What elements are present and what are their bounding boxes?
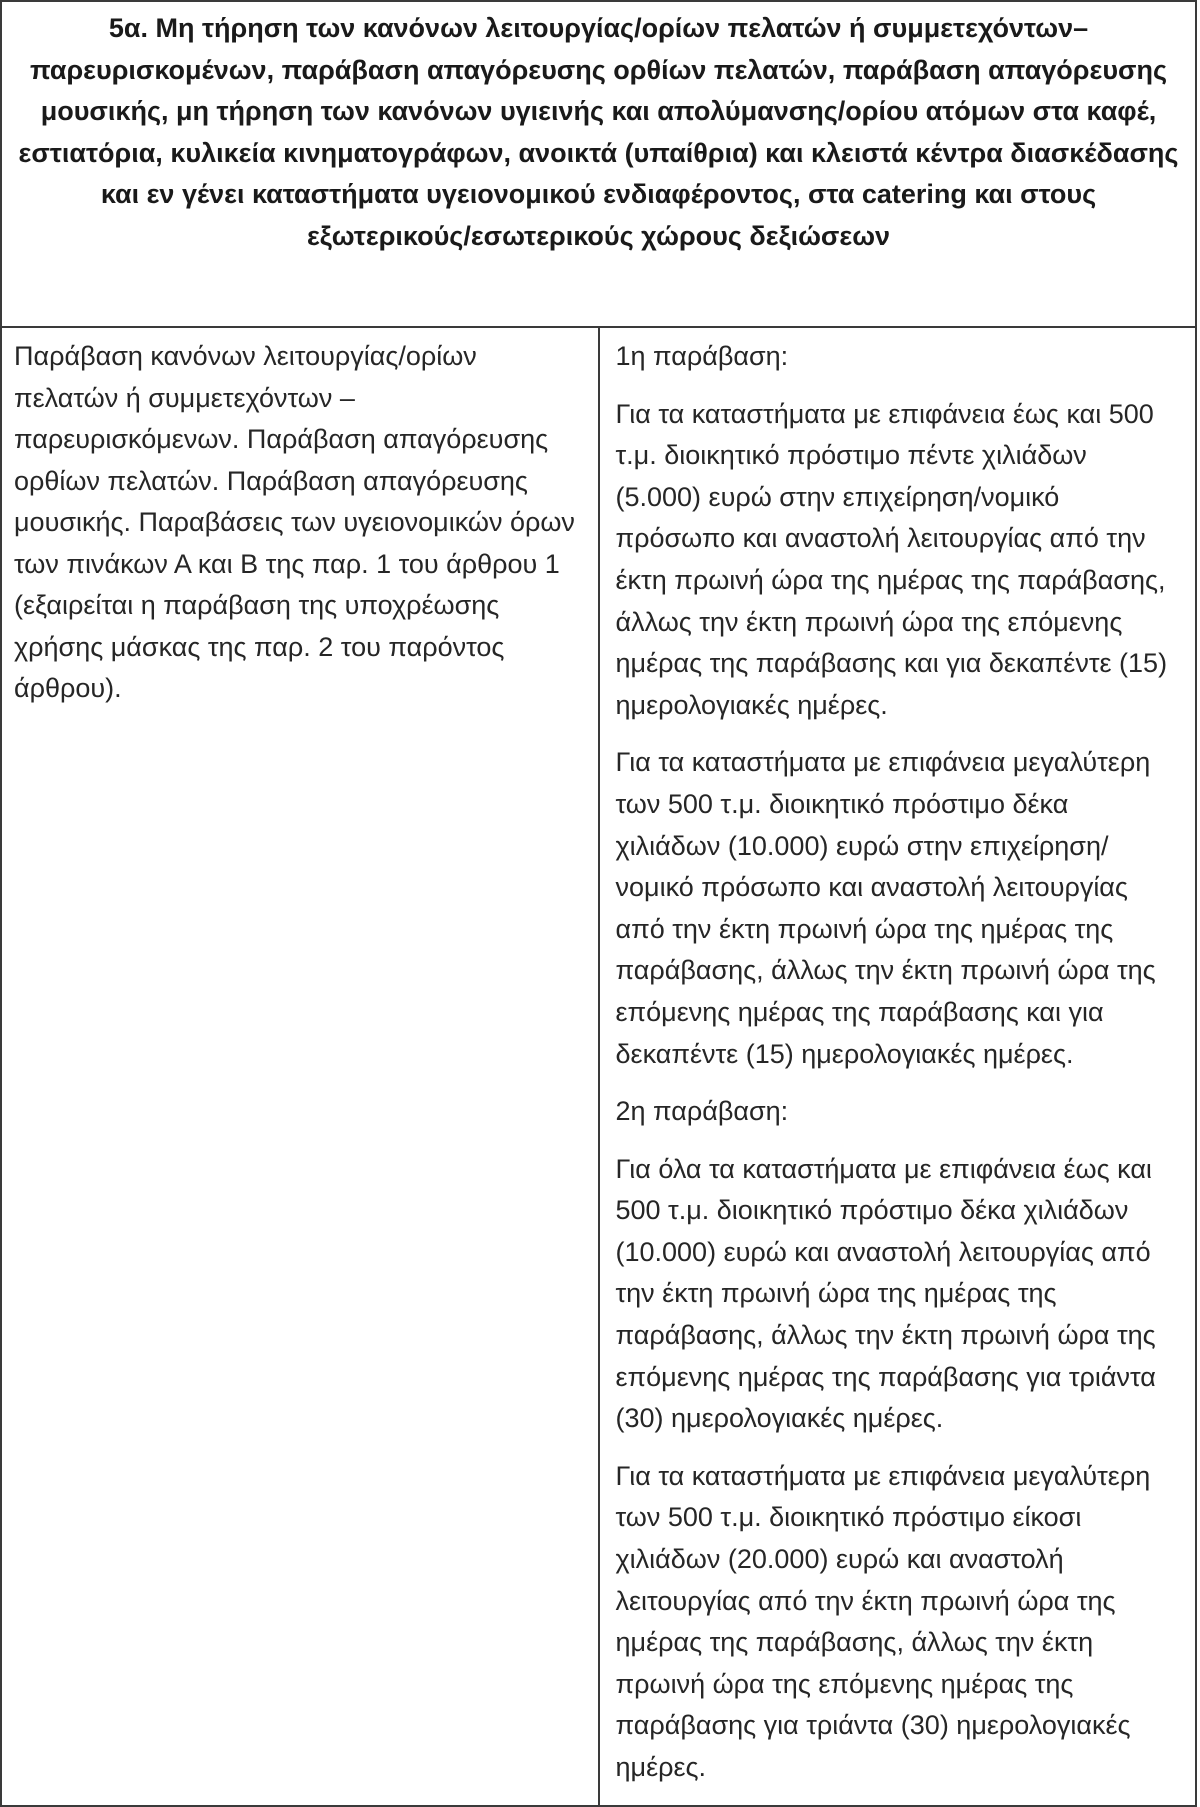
first-violation-large-stores: Για τα καταστήματα με επιφάνεια μεγαλύτερη των 500 τ.μ. διοικητικό πρόστιμο δέκα χιλιάδων (10.000) ευρώ στην επιχείρηση/νομικό πρόσωπο και αναστολή λειτουργίας από την έκτη πρωινή ώρα της ημέρας της παράβασης, άλλως την έκτη πρωινή ώρα της επόμενης ημέρας της παράβασης και για δεκαπέντε (15) ημερολογιακές ημέρες. bbox=[615, 747, 1156, 1069]
violation-description: Παράβαση κανόνων λειτουργίας/ορίων πελατών ή συμμετεχόντων – παρευρισκόμενων. Παράβαση απαγόρευσης ορθίων πελατών. Παράβαση απαγόρευσης μουσικής. Παραβάσεις των υγειονομικών όρων των πινάκων Α και Β της παρ. 1 του άρθρου 1 (εξαιρείται η παράβαση της υποχρέωσης χρήσης μάσκας της παρ. 2 του παρόντος άρθρου). bbox=[1, 327, 599, 1806]
first-violation-small-stores: Για τα καταστήματα με επιφάνεια έως και 500 τ.μ. διοικητικό πρόστιμο πέντε χιλιάδων (5.000) ευρώ στην επιχείρηση/νομικό πρόσωπο και αναστολή λειτουργίας από την έκτη πρωινή ώρα της ημέρας της παράβασης, άλλως την έκτη πρωινή ώρα της επόμενης ημέρας της παράβασης και για δεκαπέντε (15) ημερολογιακές ημέρες. bbox=[615, 398, 1168, 720]
second-violation-label: 2η παράβαση: bbox=[615, 1096, 789, 1127]
second-violation-small-stores: Για όλα τα καταστήματα με επιφάνεια έως και 500 τ.μ. διοικητικό πρόστιμο δέκα χιλιάδων (10.000) ευρώ και αναστολή λειτουργίας από την έκτη πρωινή ώρα της ημέρας της παράβασης, άλλως την έκτη πρωινή ώρα της επόμενης ημέρας της παράβασης για τριάντα (30) ημερολογιακές ημέρες. bbox=[615, 1153, 1156, 1434]
penalties-cell bbox=[599, 327, 1197, 1806]
first-violation-label: 1η παράβαση: bbox=[615, 341, 789, 371]
table-body-row bbox=[1, 327, 1196, 1806]
table-header-row bbox=[1, 1, 1196, 327]
section-title: 5α. Μη τήρηση των κανόνων λειτουργίας/ορίων πελατών ή συμμετεχόντων– παρευρισκομένων, παράβαση απαγόρευσης ορθίων πελατών, παράβαση απαγόρευσης μουσικής, μη τήρηση των κανόνων υγιεινής και απολύμανσης/ορίου ατόμων στα καφέ, εστιατόρια, κυλικεία κινηματογράφων, ανοικτά (υπαίθρια) και κλειστά κέντρα διασκέδασης και εν γένει καταστήματα υγειονομικού ενδιαφέροντος, στα catering και στους εξωτερικούς/εσωτερικούς χώρους δεξιώσεων bbox=[1, 1, 1196, 327]
second-violation-large-stores: Για τα καταστήματα με επιφάνεια μεγαλύτερη των 500 τ.μ. διοικητικό πρόστιμο είκοσι χιλιάδων (20.000) ευρώ και αναστολή λειτουργίας από την έκτη πρωινή ώρα της ημέρας της παράβασης, άλλως την έκτη πρωινή ώρα της επόμενης ημέρας της παράβασης για τριάντα (30) ημερολογιακές ημέρες. bbox=[615, 1460, 1151, 1782]
